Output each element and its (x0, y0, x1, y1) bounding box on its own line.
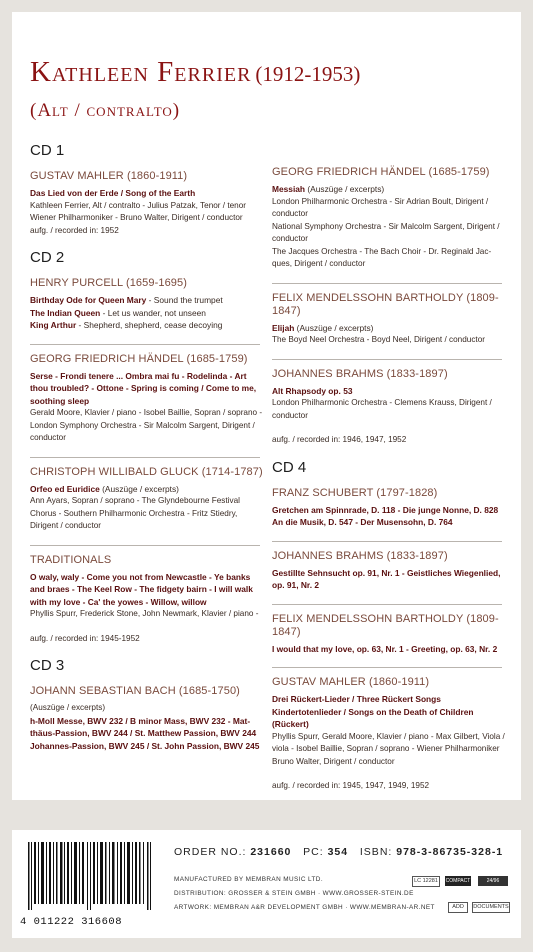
performer-line: National Symphony Orchestra - Sir Malcolm Sargent, Dirigent / (272, 221, 500, 231)
composer: GUSTAV MAHLER (1860-1911) (272, 676, 430, 688)
work-line: op. 91, Nr. 2 (272, 580, 320, 590)
artist-years: (1912-1953) (255, 62, 361, 86)
performer-line: The Jacques Orchestra - The Bach Choir - Dr. Reginald Jac- (272, 246, 492, 256)
work-title: Alt Rhapsody op. 53 (272, 385, 353, 396)
performer-line: conductor (272, 234, 308, 243)
performer-line: Phyllis Spurr, Gerald Moore, Klavier / piano - Max Gilbert, Viola / (272, 731, 505, 741)
cd1-heading: CD 1 (30, 142, 65, 159)
title (30, 56, 360, 89)
label-code-icon: LC 12281 (412, 876, 440, 887)
divider (272, 283, 502, 284)
cd3-brahms-section (272, 368, 508, 447)
work-line: thäus-Passion, BWV 244 / St. Matthew Passion, BWV 244 (30, 728, 257, 738)
divider (30, 344, 260, 345)
right-column (272, 166, 508, 805)
recorded-line: aufg. / recorded in: 1945-1952 (30, 633, 140, 643)
footer-panel (12, 830, 521, 938)
excerpts-note: (Auszüge / excerpts) (30, 703, 106, 712)
cd1-mahler-section (30, 170, 266, 237)
performer-line: Chorus - Southern Philharmonic Orchestra - Fritz Stiedry, (30, 508, 238, 518)
divider (272, 667, 502, 668)
work-line: Orfeo ed Euridice (Auszüge / excerpts) (30, 483, 179, 494)
work-line: Messiah (Auszüge / excerpts) (272, 184, 385, 194)
performer-line: Gerald Moore, Klavier / piano - Isobel Baillie, Sopran / soprano - (30, 408, 263, 417)
cd3-mendelssohn-section (272, 292, 508, 347)
work-line: King Arthur - Shepherd, shepherd, cease decoying (30, 320, 223, 330)
cd3-heading: CD 3 (30, 657, 65, 674)
cd4-mahler-section (272, 676, 508, 793)
cd3-bach-section (30, 685, 266, 752)
performer-line: conductor (272, 209, 308, 218)
performer-line: Wiener Philharmoniker - Bruno Walter, Dirigent / conductor (30, 213, 243, 222)
catalog-line: ORDER NO.: 231660 PC: 354 ISBN: 978-3-86735-328-1 (174, 846, 504, 858)
divider (272, 359, 502, 360)
cd4-mendelssohn-section (272, 613, 508, 656)
performer-line: London Symphony Orchestra - Sir Malcolm Sargent, Dirigent / (30, 420, 255, 430)
composer: JOHANNES BRAHMS (1833-1897) (272, 367, 448, 380)
recorded-line: aufg. / recorded in: 1946, 1947, 1952 (272, 435, 407, 444)
divider (272, 541, 502, 542)
work-line: Gestillte Sehnsucht op. 91, Nr. 1 - Geistliches Wiegenlied, (272, 567, 501, 578)
work-line: The Indian Queen - Let us wander, not unseen (30, 307, 206, 318)
work-line: h-Moll Messe, BWV 232 / B minor Mass, BWV 232 - Mat- (30, 715, 251, 726)
performer-line: Ann Ayars, Sopran / soprano - The Glyndebourne Festival (30, 496, 240, 505)
divider (30, 545, 260, 546)
composer: FELIX MENDELSSOHN BARTHOLDY (1809-1847) (272, 612, 499, 638)
cd2-gluck-section (30, 466, 266, 533)
cd4-brahms-section (272, 550, 508, 592)
composer: GEORG FRIEDRICH HÄNDEL (1685-1759) (272, 166, 490, 178)
cd2-heading: CD 2 (30, 249, 65, 266)
composer: GUSTAV MAHLER (1860-1911) (30, 170, 188, 182)
work-line: and braes - The Keel Row - The fidgety bairn - I will walk (30, 584, 253, 594)
composer: GEORG FRIEDRICH HÄNDEL (1685-1759) (30, 352, 248, 365)
work-line: Birthday Ode for Queen Mary - Sound the trumpet (30, 295, 223, 305)
voice-type: (Alt / contralto) (30, 100, 181, 121)
work-line: (Rückert) (272, 719, 309, 729)
left-column (30, 142, 266, 764)
work-line: thou troubled? - Ottone - Spring is coming / Come to me, (30, 383, 257, 393)
booklet-card (12, 12, 521, 800)
work-line: An die Musik, D. 547 - Der Musensohn, D. 764 (272, 517, 453, 527)
work-line: O waly, waly - Come you not from Newcastle - Ye banks (30, 571, 251, 582)
composer: HENRY PURCELL (1659-1695) (30, 277, 187, 289)
work-line: with my love - Ca' the yowes - Willow, willow (30, 596, 207, 607)
work-line: I would that my love, op. 63, Nr. 1 - Greeting, op. 63, Nr. 2 (272, 643, 498, 654)
recorded-line: aufg. / recorded in: 1945, 1947, 1949, 1952 (272, 781, 430, 790)
work-line: Drei Rückert-Lieder / Three Rückert Songs (272, 694, 441, 704)
cd2-handel-section (30, 353, 266, 445)
divider (30, 457, 260, 458)
compact-disc-icon: COMPACT DISC (445, 878, 471, 894)
work-line: soothing sleep (30, 395, 90, 406)
cd4-heading: CD 4 (272, 458, 307, 476)
composer: JOHANN SEBASTIAN BACH (1685-1750) (30, 685, 240, 697)
work-title: Das Lied von der Erde / Song of the Earth (30, 188, 196, 198)
performer-line: Dirigent / conductor (30, 521, 101, 530)
artist-name: Kathleen Ferrier (30, 56, 252, 88)
performer-line: Kathleen Ferrier, Alt / contralto - Julius Patzak, Tenor / tenor (30, 200, 247, 210)
cd3-handel-section (272, 166, 508, 271)
documents-icon: DOCUMENTS (472, 902, 510, 913)
performer-line: Phyllis Spurr, Frederick Stone, John Newmark, Klavier / piano - (30, 609, 259, 618)
cd2-traditionals-section (30, 554, 266, 646)
work-line: Gretchen am Spinnrade, D. 118 - Die junge Nonne, D. 828 (272, 504, 499, 515)
performer-line: conductor (30, 433, 66, 442)
work-line: Johannes-Passion, BWV 245 / St. John Passion, BWV 245 (30, 740, 260, 751)
add-badge: ADD (448, 902, 468, 913)
composer: FELIX MENDELSSOHN BARTHOLDY (1809-1847) (272, 291, 499, 317)
performer-line: London Philharmonic Orchestra - Clemens Krauss, Dirigent / (272, 398, 492, 407)
work-line: Kindertotenlieder / Songs on the Death of Children (272, 706, 474, 717)
work-line: Elijah (Auszüge / excerpts) (272, 322, 374, 333)
manufacturer-line: MANUFACTURED BY MEMBRAN MUSIC LTD. (174, 876, 323, 883)
hd-audio-icon: 24/96 (478, 876, 508, 886)
performer-line: conductor (272, 410, 308, 420)
performer-line: London Philharmonic Orchestra - Sir Adrian Boult, Dirigent / (272, 196, 489, 206)
work-line: Serse - Frondi tenere ... Ombra mai fu - Rodelinda - Art (30, 370, 247, 381)
barcode-image (26, 842, 154, 910)
recorded-line: aufg. / recorded in: 1952 (30, 225, 119, 235)
composer: CHRISTOPH WILLIBALD GLUCK (1714-1787) (30, 465, 263, 478)
performer-line: ques, Dirigent / conductor (272, 259, 366, 268)
cd2-purcell-section (30, 277, 266, 332)
composer: JOHANNES BRAHMS (1833-1897) (272, 549, 448, 562)
distribution-line: DISTRIBUTION: GROSSER & STEIN GMBH · WWW.GROSSER-STEIN.DE (174, 890, 414, 897)
composer: FRANZ SCHUBERT (1797-1828) (272, 486, 438, 499)
performer-line: The Boyd Neel Orchestra - Boyd Neel, Dirigent / conductor (272, 335, 485, 344)
composer: TRADITIONALS (30, 553, 112, 566)
barcode-number: 4 011222 316608 (20, 916, 123, 928)
performer-line: viola - Isobel Baillie, Sopran / soprano - Wiener Philharmoniker (272, 744, 500, 753)
artwork-line: ARTWORK: MEMBRAN A&R DEVELOPMENT GMBH · WWW.MEMBRAN-AR.NET (174, 904, 435, 911)
cd4-schubert-section (272, 487, 508, 529)
performer-line: Bruno Walter, Dirigent / conductor (272, 756, 395, 766)
divider (272, 604, 502, 605)
